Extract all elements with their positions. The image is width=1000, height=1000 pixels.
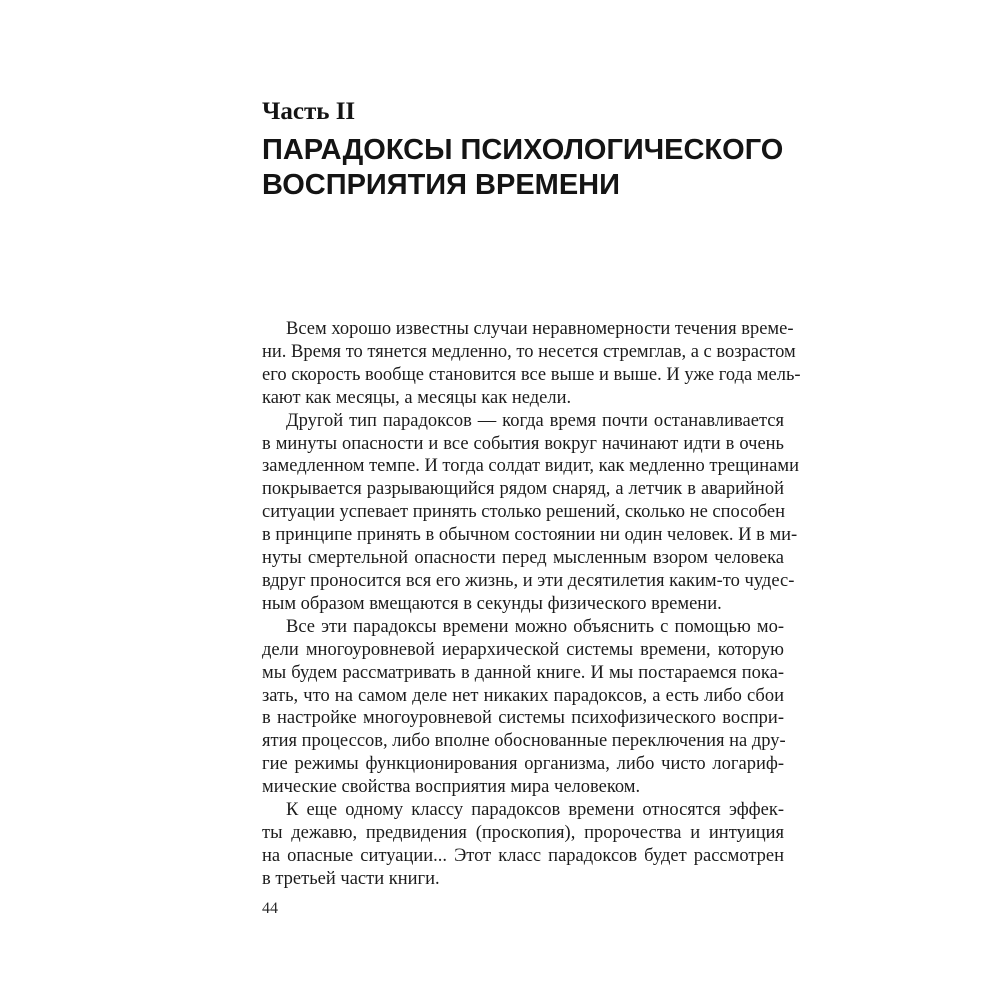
text-line: замедленном темпе. И тогда солдат видит, как медленно трещинами [262,456,800,477]
text-line: ятия процессов, либо вполне обоснованные переключения на дру- [262,731,786,752]
text-line: вдруг проносится вся его жизнь, и эти десятилетия каким-то чудес- [262,570,795,591]
text-line: кают как месяцы, а месяцы как недели. [262,387,572,408]
text-line: зать, что на самом деле нет никаких парадоксов, а есть либо сбои [262,685,784,706]
chapter-title-line-1: ПАРАДОКСЫ ПСИХОЛОГИЧЕСКОГО [262,134,784,166]
text-line: мические свойства восприятия мира человеком. [262,777,641,798]
chapter-title [262,133,822,203]
part-label: Часть II [262,98,356,125]
chapter-title-line-2: ВОСПРИЯТИЯ ВРЕМЕНИ [262,169,620,201]
paragraph [262,410,800,616]
text-line: Другой тип парадоксов — когда время почти останавливается [286,410,784,431]
text-line: ным образом вмещаются в секунды физического времени. [262,593,722,614]
text-line: в третьей части книги. [262,868,440,889]
paragraph [262,616,784,799]
text-line: К еще одному классу парадоксов времени относятся эффек- [286,800,784,821]
paragraph [262,318,801,410]
text-line: ситуации успевает принять столько решений, сколько не способен [262,502,785,523]
text-line: в принципе принять в обычном состоянии ни один человек. И в ми- [262,525,798,546]
text-line: Всем хорошо известны случаи неравномерности течения време- [286,319,794,339]
text-line: покрывается разрывающийся рядом снаряд, а летчик в аварийной [262,479,784,500]
text-line: дели многоуровневой иерархической системы времени, которую [262,639,784,660]
text-line: его скорость вообще становится все выше и выше. И уже года мель- [262,364,801,385]
text-line: в минуты опасности и все события вокруг начинают идти в очень [262,433,784,454]
text-line: Все эти парадоксы времени можно объяснить с помощью мо- [286,616,784,637]
text-line: ни. Время то тянется медленно, то несется стремглав, а с возрастом [262,341,796,362]
text-line: ты дежавю, предвидения (проскопия), пророчества и интуиция [262,822,784,843]
paragraph [262,799,784,891]
text-line: в настройке многоуровневой системы психофизического воспри- [262,708,784,729]
text-line: на опасные ситуации... Этот класс парадоксов будет рассмотрен [262,845,784,866]
text-line: нуты смертельной опасности перед мысленным взором человека [262,548,784,569]
text-line: гие режимы функционирования организма, либо чисто логариф- [262,754,784,775]
page-number: 44 [262,900,278,917]
body-text [262,318,801,891]
text-line: мы будем рассматривать в данной книге. И мы постараемся пока- [262,662,784,683]
